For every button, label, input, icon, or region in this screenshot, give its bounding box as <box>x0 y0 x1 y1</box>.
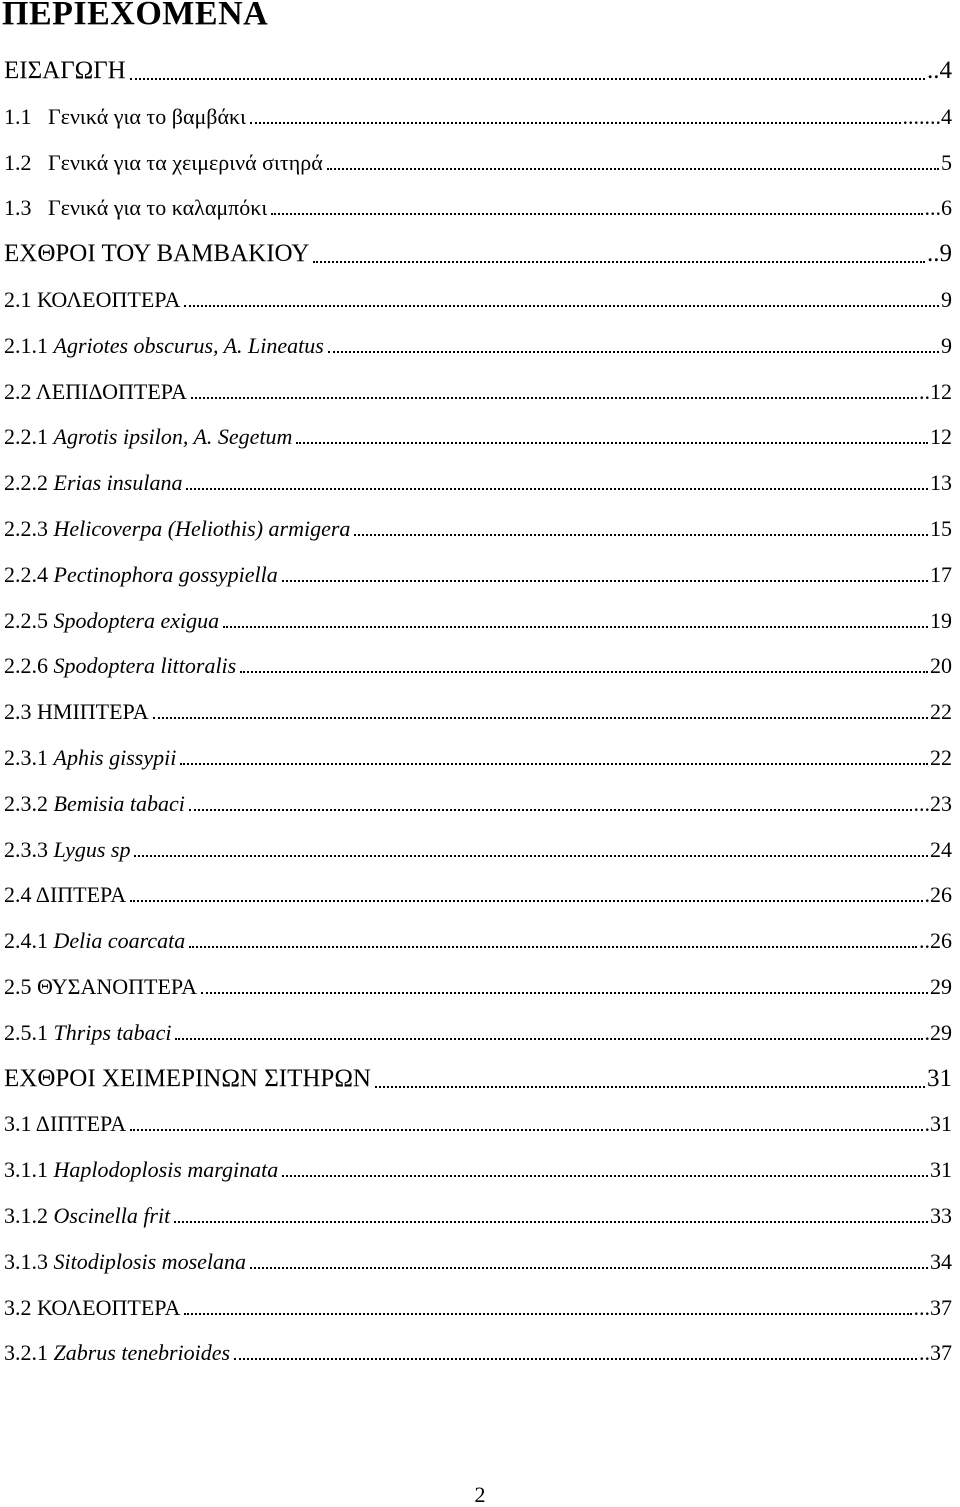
toc-entry <box>4 1159 278 1181</box>
toc-entry-title: Γενικά για τα χειμερινά σιτηρά <box>48 149 323 175</box>
toc-entry-title: Spodoptera littoralis <box>53 653 237 679</box>
toc-entry-number: 2.4 <box>4 882 32 908</box>
toc-entry-title: Oscinella frit <box>53 1203 171 1228</box>
toc-entry <box>4 701 149 723</box>
toc-entry <box>4 790 185 816</box>
toc-dot-leader <box>130 78 925 80</box>
toc-entry <box>4 149 323 175</box>
toc-entry-page: ..37 <box>919 1340 952 1366</box>
toc-dot-leader <box>282 580 928 582</box>
toc-entry-number: 3.1.2 <box>4 1203 48 1228</box>
toc-entry <box>4 884 126 906</box>
toc-dot-leader <box>296 442 928 444</box>
toc-entry-page: ..26 <box>919 928 952 954</box>
toc-entry-page: 17 <box>930 561 952 587</box>
toc-entry-title: Helicoverpa (Heliothis) armigera <box>53 516 351 541</box>
toc-dot-leader <box>189 946 917 948</box>
toc-entry <box>4 426 292 448</box>
toc-dot-leader <box>234 1358 917 1360</box>
toc-entry-title: Lygus sp <box>53 836 131 862</box>
toc-entry-number: 3.2 <box>4 1294 32 1320</box>
toc-entry-title: Γενικά για το βαμβάκι <box>48 103 246 129</box>
toc-entry-number: 2.5.1 <box>4 1019 48 1045</box>
toc-entry-page: 9 <box>941 332 952 358</box>
toc-entry <box>4 1205 170 1227</box>
toc-entry-page: 5 <box>941 149 952 175</box>
toc-entry-title: Agrotis ipsilon, A. Segetum <box>53 424 293 450</box>
toc-entry-title: ΗΜΙΠΤΕΡΑ <box>37 699 149 725</box>
toc-dot-leader <box>282 1175 928 1177</box>
toc-entry-number: 2.2.3 <box>4 516 48 541</box>
toc-dot-leader <box>186 488 928 490</box>
toc-dot-leader <box>184 305 939 307</box>
toc-dot-leader <box>328 351 939 353</box>
toc-entry <box>4 976 197 998</box>
toc-dot-leader <box>180 763 928 765</box>
toc-entry-number: 2.2.5 <box>4 607 48 633</box>
toc-entry-title: Erias insulana <box>53 470 183 496</box>
toc-entry-number: 2.2.1 <box>4 424 48 450</box>
toc-entry <box>4 378 187 404</box>
toc-entry-number: 2.1 <box>4 287 32 312</box>
toc-entry-title: ΕΧΘΡΟΙ ΧΕΙΜΕΡΙΝΩΝ ΣΙΤΗΡΩΝ <box>4 1064 371 1092</box>
toc-dot-leader <box>184 1313 911 1315</box>
toc-entry-page: ...6 <box>924 195 952 221</box>
toc-entry-page: 19 <box>930 607 952 633</box>
toc-entry-number: 3.1 <box>4 1111 32 1137</box>
toc-entry-number: 3.1.1 <box>4 1157 48 1183</box>
toc-entry-title: Haplodoplosis marginata <box>53 1157 279 1183</box>
toc-entry <box>4 930 185 952</box>
toc-entry-page: ..4 <box>927 57 952 84</box>
toc-entry-page: ...23 <box>913 790 952 816</box>
toc-entry-page: .......4 <box>902 103 952 129</box>
toc-entry-page: 33 <box>930 1203 952 1228</box>
toc-entry-title: ΘΥΣΑΝΟΠΤΕΡΑ <box>37 974 198 999</box>
toc-entry-number: 2.3.2 <box>4 790 48 816</box>
toc-dot-leader <box>191 397 917 399</box>
toc-entry-title: Spodoptera exigua <box>53 607 220 633</box>
toc-entry-title: Pectinophora gossypiella <box>53 561 278 587</box>
toc-entry-page: .26 <box>924 882 952 908</box>
toc-dot-leader <box>271 213 922 215</box>
toc-dot-leader <box>201 992 928 994</box>
toc-entry <box>4 1342 230 1364</box>
toc-entry-title: Zabrus tenebrioides <box>53 1340 231 1366</box>
toc-entry-title: Bemisia tabaci <box>53 790 185 816</box>
toc-entry-title: Aphis gissypii <box>53 745 177 770</box>
toc-entry-page: 12 <box>930 424 952 450</box>
toc-entry <box>4 1066 371 1091</box>
toc-entry <box>4 1294 181 1320</box>
toc-entry <box>4 197 267 219</box>
toc-dot-leader <box>130 1129 922 1131</box>
toc-dot-leader <box>153 717 928 719</box>
toc-entry-page: .31 <box>924 1111 952 1137</box>
toc-entry-page: 15 <box>930 516 952 541</box>
toc-dot-leader <box>189 809 912 811</box>
page-title: ΠΕΡΙΕΧΟΜΕΝΑ <box>2 0 269 32</box>
toc-entry <box>4 747 176 769</box>
toc-dot-leader <box>375 1086 925 1088</box>
toc-entry <box>4 289 180 311</box>
toc-entry-title: Agriotes obscurus, A. Lineatus <box>53 332 324 358</box>
toc-entry-title: Sitodiplosis moselana <box>53 1248 247 1274</box>
toc-entry <box>4 561 278 587</box>
toc-entry-title: Γενικά για το καλαμπόκι <box>48 195 268 221</box>
toc-entry-page: 22 <box>930 745 952 770</box>
toc-dot-leader <box>223 626 928 628</box>
toc-entry-number: 2.2 <box>4 378 32 404</box>
toc-dot-leader <box>250 1267 928 1269</box>
toc-dot-leader <box>250 122 901 124</box>
toc-entry <box>4 1019 172 1045</box>
toc-entry-page: 31 <box>927 1064 952 1092</box>
toc-entry <box>4 1248 247 1274</box>
toc-dot-leader <box>240 671 928 673</box>
toc-entry <box>4 518 350 540</box>
page-number: 2 <box>474 1482 486 1507</box>
toc-entry-page: 22 <box>930 699 952 725</box>
toc-entry <box>4 472 182 494</box>
toc-entry-page: .29 <box>924 1019 952 1045</box>
toc-entry <box>4 332 324 358</box>
toc-entry-number: 3.2.1 <box>4 1340 48 1366</box>
toc-dot-leader <box>327 168 939 170</box>
toc-entry-number: 2.3.3 <box>4 836 48 862</box>
toc-entry <box>4 836 131 862</box>
toc-entry-number: 2.4.1 <box>4 928 48 954</box>
toc-entry-number: 2.5 <box>4 974 32 999</box>
toc-entry-page: 31 <box>930 1157 952 1183</box>
toc-entry-title: ΛΕΠΙΔΟΠΤΕΡΑ <box>35 378 187 404</box>
toc-entry-page: 24 <box>930 836 952 862</box>
toc-entry <box>4 58 126 83</box>
toc-entry-title: ΚΟΛΕΟΠΤΕΡΑ <box>37 287 181 312</box>
toc-entry-number: 1.2 <box>4 149 32 175</box>
toc-entry-title: ΕΧΘΡΟΙ ΤΟΥ ΒΑΜΒΑΚΙΟΥ <box>4 240 310 268</box>
toc-entry-page: ...37 <box>913 1294 952 1320</box>
toc-entry-number: 2.1.1 <box>4 332 48 358</box>
toc-dot-leader <box>134 855 928 857</box>
toc-dot-leader <box>174 1221 928 1223</box>
toc-dot-leader <box>175 1038 922 1040</box>
toc-entry-number: 2.2.2 <box>4 470 48 496</box>
toc-entry-title: Delia coarcata <box>53 928 186 954</box>
toc-entry-page: ..9 <box>927 240 952 268</box>
toc-dot-leader <box>354 534 928 536</box>
toc-entry-number: 2.2.6 <box>4 653 48 679</box>
toc-entry-page: 20 <box>930 653 952 679</box>
toc-entry <box>4 241 309 266</box>
toc-entry <box>4 655 236 677</box>
toc-entry-title: ΔΙΠΤΕΡΑ <box>35 882 127 908</box>
toc-entry-number: 3.1.3 <box>4 1248 48 1274</box>
toc-entry-number: 2.3 <box>4 699 32 725</box>
toc-entry-number: 1.3 <box>4 195 32 221</box>
toc-entry-page: 13 <box>930 470 952 496</box>
toc-dot-leader <box>130 900 922 902</box>
toc-entry-number: 2.3.1 <box>4 745 48 770</box>
toc-entry-page: 34 <box>930 1248 952 1274</box>
toc-entry <box>4 1113 126 1135</box>
toc-entry-title: Thrips tabaci <box>53 1019 172 1045</box>
toc-entry-page: ..12 <box>919 378 952 404</box>
toc-entry-number: 2.2.4 <box>4 561 48 587</box>
toc-entry <box>4 103 246 129</box>
toc-entry-page: 9 <box>941 287 952 312</box>
toc-dot-leader <box>313 261 925 263</box>
toc-entry-title: ΕΙΣΑΓΩΓΗ <box>4 57 126 84</box>
toc-entry <box>4 607 220 633</box>
toc-entry-title: ΚΟΛΕΟΠΤΕΡΑ <box>37 1294 181 1320</box>
toc-entry-number: 1.1 <box>4 103 32 129</box>
toc-entry-title: ΔΙΠΤΕΡΑ <box>35 1111 127 1137</box>
toc-entry-page: 29 <box>930 974 952 999</box>
